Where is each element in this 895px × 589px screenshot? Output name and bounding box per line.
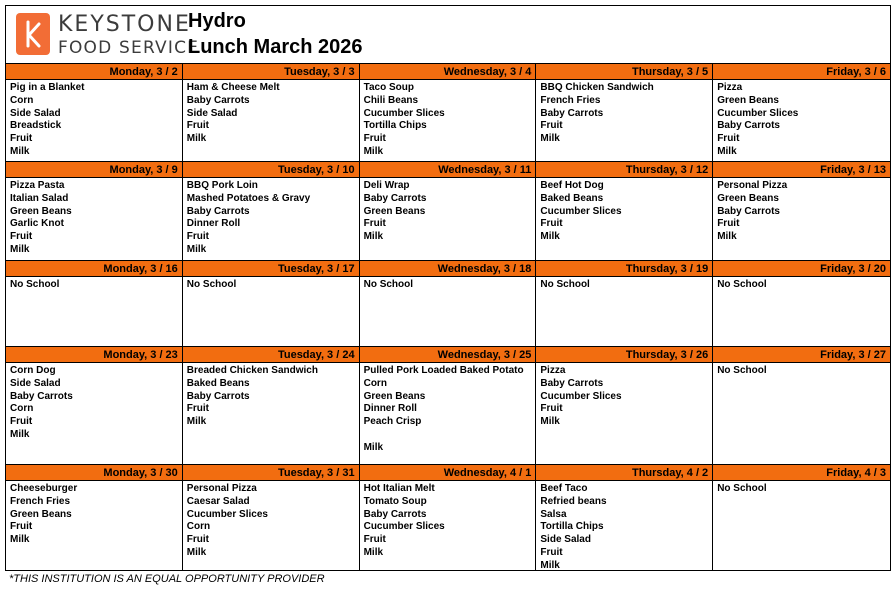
day-date-header: Thursday, 3 / 26 [536, 347, 712, 363]
menu-item: Cucumber Slices [540, 390, 622, 402]
menu-item: French Fries [10, 495, 71, 507]
menu-item-list [360, 481, 536, 560]
menu-item-list [6, 80, 182, 159]
day-date-header: Thursday, 3 / 12 [536, 162, 712, 178]
menu-item-list [6, 363, 182, 442]
menu-item: Milk [363, 231, 384, 243]
menu-item: Fruit [540, 546, 563, 558]
menu-item: Fruit [363, 218, 386, 230]
day-date-header: Monday, 3 / 9 [6, 162, 182, 178]
menu-item: Baby Carrots [186, 94, 250, 106]
menu-item: Pig in a Blanket [10, 82, 85, 93]
menu-item: Dinner Roll [363, 403, 417, 415]
menu-item: French Fries [540, 94, 601, 106]
menu-item: Baby Carrots [717, 120, 780, 132]
day-date-header: Wednesday, 4 / 1 [360, 465, 536, 481]
menu-item: Fruit [363, 133, 386, 145]
menu-item: Fruit [540, 403, 563, 415]
menu-item: Baby Carrots [540, 377, 604, 389]
menu-calendar-grid [6, 64, 890, 571]
menu-item: Milk [717, 145, 737, 157]
menu-item: Cucumber Slices [186, 508, 268, 520]
menu-item-list [183, 178, 359, 257]
day-date-header: Tuesday, 3 / 31 [183, 465, 359, 481]
menu-item-list [536, 363, 712, 429]
menu-item-list [713, 363, 890, 378]
menu-item: Hot Italian Melt [363, 483, 435, 494]
menu-item: Cheeseburger [10, 483, 78, 494]
menu-item: Fruit [363, 534, 386, 546]
week-row [6, 64, 890, 162]
menu-item: Beef Hot Dog [540, 180, 604, 191]
menu-item-list [713, 277, 890, 292]
day-date-header: Wednesday, 3 / 25 [360, 347, 536, 363]
menu-item: Milk [363, 441, 384, 453]
menu-item: Green Beans [717, 192, 779, 204]
menu-item: Side Salad [186, 107, 238, 119]
menu-item: Side Salad [10, 107, 61, 119]
day-cell [183, 465, 360, 571]
day-date-header: Friday, 3 / 27 [713, 347, 890, 363]
menu-item: Baby Carrots [186, 390, 250, 402]
menu-item: Peach Crisp [363, 416, 422, 428]
menu-item: Tomato Soup [363, 495, 427, 507]
menu-item: Mashed Potatoes & Gravy [186, 192, 311, 204]
menu-item: Milk [363, 145, 384, 157]
menu-item: Milk [186, 243, 207, 255]
menu-item: Fruit [10, 133, 33, 145]
menu-item: Milk [717, 231, 737, 243]
menu-item: Cucumber Slices [363, 107, 445, 119]
day-cell [6, 347, 183, 465]
day-cell [183, 347, 360, 465]
menu-item-list [360, 363, 536, 455]
menu-item: Cucumber Slices [540, 205, 622, 217]
menu-item: Fruit [186, 231, 210, 243]
menu-item: BBQ Chicken Sandwich [540, 82, 654, 93]
day-cell [713, 347, 890, 465]
week-row [6, 261, 890, 347]
menu-item: Fruit [186, 403, 210, 415]
menu-item: Fruit [717, 133, 740, 145]
menu-item: Milk [363, 546, 384, 558]
menu-item-list [713, 178, 890, 244]
menu-item: Milk [10, 243, 30, 255]
menu-item: Fruit [10, 231, 33, 243]
menu-item-list [536, 178, 712, 244]
menu-item-list [713, 80, 890, 159]
day-cell [360, 347, 537, 465]
day-cell [713, 162, 890, 261]
menu-item: Cucumber Slices [717, 107, 799, 119]
menu-item: Baked Beans [186, 377, 250, 389]
menu-item: Breaded Chicken Sandwich [186, 365, 318, 376]
keystone-k-icon [16, 13, 50, 55]
menu-item: No School [363, 279, 414, 290]
menu-item: Refried beans [540, 495, 607, 507]
menu-item: Milk [186, 133, 207, 145]
menu-item: Tortilla Chips [540, 521, 604, 533]
menu-item: Fruit [10, 416, 33, 428]
day-cell [713, 261, 890, 347]
menu-item: Baby Carrots [186, 205, 250, 217]
menu-item: No School [717, 279, 767, 290]
menu-item: Fruit [540, 218, 563, 230]
menu-frame [5, 5, 891, 571]
menu-item: Fruit [540, 120, 563, 132]
menu-item: Milk [540, 416, 560, 428]
menu-item: Italian Salad [10, 192, 69, 204]
menu-item: Cucumber Slices [363, 521, 445, 533]
day-cell [713, 64, 890, 162]
day-cell [536, 64, 713, 162]
menu-item-list [713, 481, 890, 496]
day-date-header: Wednesday, 3 / 11 [360, 162, 536, 178]
day-cell [183, 64, 360, 162]
day-cell [713, 465, 890, 571]
menu-item-list [360, 178, 536, 244]
menu-item: No School [717, 365, 767, 376]
day-cell [360, 465, 537, 571]
equal-opportunity-footer: *THIS INSTITUTION IS AN EQUAL OPPORTUNITY PROVIDER [9, 573, 325, 585]
menu-item: Caesar Salad [186, 495, 250, 507]
day-cell [536, 347, 713, 465]
menu-title: Lunch March 2026 [188, 36, 363, 58]
day-date-header: Monday, 3 / 16 [6, 261, 182, 277]
menu-item: No School [186, 279, 237, 290]
menu-item-list [360, 80, 536, 159]
menu-item: Personal Pizza [186, 483, 257, 494]
menu-item: Baked Beans [540, 192, 604, 204]
menu-item: Corn Dog [10, 365, 56, 376]
day-date-header: Tuesday, 3 / 17 [183, 261, 359, 277]
menu-item: Green Beans [10, 205, 72, 217]
menu-item: Fruit [717, 218, 740, 230]
day-date-header: Thursday, 3 / 19 [536, 261, 712, 277]
menu-item-list [360, 277, 536, 292]
menu-item-list [6, 277, 182, 292]
menu-item-list [183, 80, 359, 146]
menu-item-list [183, 481, 359, 560]
day-cell [6, 261, 183, 347]
menu-item-list [536, 80, 712, 146]
menu-item: Dinner Roll [186, 218, 241, 230]
menu-item: Green Beans [10, 508, 72, 520]
day-date-header: Tuesday, 3 / 24 [183, 347, 359, 363]
menu-item: Fruit [10, 521, 33, 533]
menu-item: No School [540, 279, 590, 290]
menu-item: Personal Pizza [717, 180, 788, 191]
day-date-header: Tuesday, 3 / 10 [183, 162, 359, 178]
day-cell [6, 64, 183, 162]
menu-item: Corn [10, 403, 34, 415]
day-date-header: Wednesday, 3 / 18 [360, 261, 536, 277]
menu-item [364, 429, 536, 442]
day-date-header: Friday, 3 / 13 [713, 162, 890, 178]
menu-item: Milk [10, 534, 30, 546]
menu-item: Side Salad [540, 534, 591, 546]
day-cell [360, 162, 537, 261]
menu-item: Pulled Pork Loaded Baked Potato [363, 365, 524, 376]
day-cell [6, 162, 183, 261]
menu-item: Green Beans [363, 205, 426, 217]
menu-item-list [183, 277, 359, 292]
day-cell [183, 162, 360, 261]
menu-item: Ham & Cheese Melt [186, 82, 280, 93]
menu-item: Baby Carrots [363, 192, 427, 204]
menu-item: Green Beans [717, 94, 779, 106]
menu-item: Pizza [540, 365, 566, 376]
menu-item: Baby Carrots [540, 107, 604, 119]
menu-item: Beef Taco [540, 483, 588, 494]
menu-item: Salsa [540, 508, 567, 520]
logo-text-food-service: FOOD SERVICE [58, 38, 200, 58]
menu-item: Corn [186, 521, 211, 533]
menu-item: Corn [10, 94, 34, 106]
day-cell [536, 261, 713, 347]
menu-item: Milk [540, 133, 560, 145]
week-row [6, 162, 890, 261]
day-date-header: Monday, 3 / 30 [6, 465, 182, 481]
menu-item-list [183, 363, 359, 429]
day-date-header: Friday, 4 / 3 [713, 465, 890, 481]
keystone-logo [14, 11, 200, 61]
day-date-header: Thursday, 4 / 2 [536, 465, 712, 481]
day-date-header: Friday, 3 / 6 [713, 64, 890, 80]
school-name: Hydro [188, 10, 246, 32]
menu-item-list [536, 481, 712, 573]
menu-item: Side Salad [10, 377, 61, 389]
menu-item-list [536, 277, 712, 292]
menu-item-list [6, 481, 182, 547]
menu-item: Fruit [186, 120, 210, 132]
menu-item: Milk [10, 428, 30, 440]
menu-item: Fruit [186, 534, 210, 546]
menu-item: BBQ Pork Loin [186, 180, 258, 191]
day-cell [536, 465, 713, 571]
header [6, 6, 890, 64]
menu-item: Milk [186, 546, 207, 558]
day-date-header: Monday, 3 / 23 [6, 347, 182, 363]
menu-item: Baby Carrots [717, 205, 780, 217]
logo-text-keystone: KEYSTONE [58, 12, 191, 37]
menu-item: Breadstick [10, 120, 62, 132]
menu-item: Chili Beans [363, 94, 419, 106]
menu-item: No School [717, 483, 767, 494]
menu-item: Garlic Knot [10, 218, 64, 230]
week-row [6, 465, 890, 571]
menu-item: Milk [540, 231, 560, 243]
menu-item: Baby Carrots [363, 508, 427, 520]
menu-item: Pizza [717, 82, 743, 93]
menu-item: Deli Wrap [363, 180, 410, 191]
day-cell [536, 162, 713, 261]
week-row [6, 347, 890, 465]
day-date-header: Friday, 3 / 20 [713, 261, 890, 277]
menu-item: Milk [10, 145, 30, 157]
menu-item: Milk [186, 416, 207, 428]
menu-item: Milk [540, 559, 560, 571]
day-date-header: Monday, 3 / 2 [6, 64, 182, 80]
menu-item: No School [10, 279, 60, 290]
day-date-header: Wednesday, 3 / 4 [360, 64, 536, 80]
day-cell [6, 465, 183, 571]
day-cell [360, 261, 537, 347]
menu-item: Baby Carrots [10, 390, 73, 402]
menu-item: Tortilla Chips [363, 120, 427, 132]
menu-item: Taco Soup [363, 82, 414, 93]
day-date-header: Tuesday, 3 / 3 [183, 64, 359, 80]
menu-item: Corn [363, 377, 387, 389]
menu-item: Green Beans [363, 390, 426, 402]
day-cell [183, 261, 360, 347]
day-cell [360, 64, 537, 162]
menu-item-list [6, 178, 182, 257]
menu-item: Pizza Pasta [10, 180, 65, 191]
day-date-header: Thursday, 3 / 5 [536, 64, 712, 80]
